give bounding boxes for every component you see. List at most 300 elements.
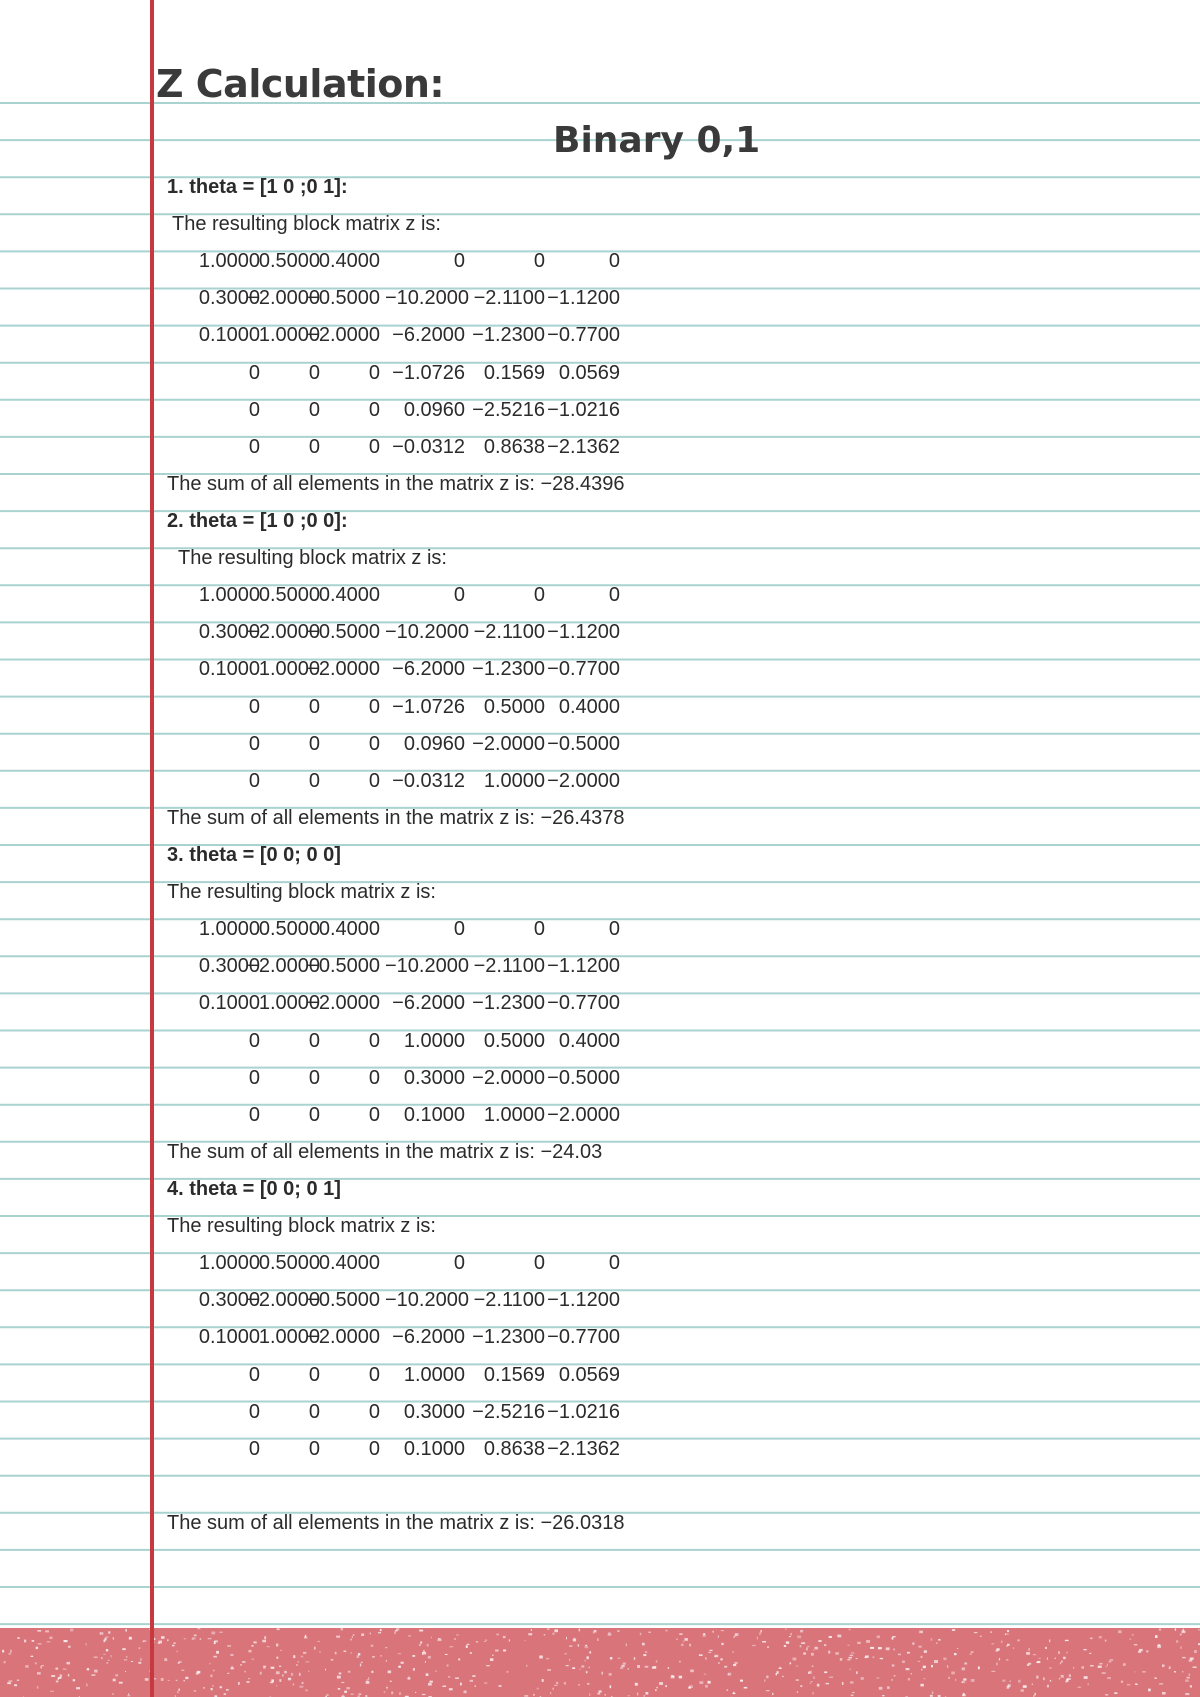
matrix-cell: 0	[608, 1252, 620, 1275]
speckle	[1043, 1677, 1044, 1680]
matrix-cell: −2.1100	[473, 287, 545, 310]
speckle	[547, 1628, 550, 1630]
speckle	[143, 1640, 146, 1642]
speckle	[1027, 1664, 1030, 1665]
speckle	[842, 1682, 844, 1685]
speckle	[919, 1631, 923, 1634]
speckle	[656, 1687, 657, 1689]
sum-label: The sum of all elements in the matrix z is:	[167, 472, 535, 495]
speckle	[184, 1680, 185, 1682]
speckle	[244, 1671, 245, 1673]
speckle	[449, 1646, 453, 1647]
speckle	[458, 1658, 460, 1660]
speckle	[408, 1635, 411, 1636]
speckle	[840, 1658, 842, 1661]
speckle	[887, 1686, 890, 1688]
speckle	[1134, 1671, 1135, 1672]
speckle	[36, 1647, 38, 1649]
speckle	[1039, 1658, 1041, 1659]
speckle	[1099, 1636, 1102, 1638]
speckle	[793, 1658, 797, 1661]
speckle	[100, 1632, 104, 1635]
speckle	[978, 1666, 979, 1668]
speckle	[528, 1633, 532, 1635]
speckle	[728, 1673, 731, 1676]
speckle	[51, 1675, 55, 1677]
speckle	[733, 1664, 736, 1666]
speckle	[484, 1683, 487, 1684]
speckle	[372, 1656, 375, 1658]
speckle	[1105, 1640, 1107, 1642]
speckle	[589, 1667, 590, 1669]
speckle	[341, 1682, 344, 1683]
speckle	[40, 1666, 41, 1668]
matrix-cell: 0	[308, 398, 320, 421]
speckle	[1127, 1684, 1130, 1686]
speckle	[56, 1681, 58, 1682]
matrix-cell: 0	[368, 435, 380, 458]
speckle	[279, 1679, 281, 1682]
matrix-cell: 0	[533, 1252, 545, 1275]
speckle	[279, 1666, 281, 1667]
speckle	[1006, 1645, 1008, 1647]
matrix-cell: 0	[248, 1400, 260, 1423]
speckle	[103, 1654, 106, 1655]
speckle	[111, 1655, 112, 1658]
speckle	[626, 1643, 627, 1646]
speckle	[957, 1648, 958, 1649]
sum-line	[167, 1512, 624, 1535]
speckle	[882, 1695, 884, 1696]
speckle	[856, 1658, 858, 1659]
speckle	[681, 1644, 683, 1646]
speckle	[851, 1652, 854, 1653]
matrix-intro: The resulting block matrix z is:	[172, 213, 441, 236]
speckle	[1033, 1654, 1036, 1655]
speckle	[427, 1644, 429, 1647]
speckle	[951, 1672, 955, 1675]
matrix-cell: 0.5000	[483, 1029, 545, 1052]
speckle	[271, 1667, 275, 1669]
speckle	[740, 1680, 743, 1682]
speckle	[1069, 1674, 1071, 1677]
speckle	[125, 1671, 126, 1672]
speckle	[301, 1656, 304, 1658]
speckle	[291, 1673, 293, 1676]
speckle	[1135, 1684, 1138, 1685]
speckle	[565, 1653, 567, 1654]
speckle	[353, 1635, 355, 1636]
speckle	[1036, 1676, 1038, 1679]
matrix-cell: −2.0000	[307, 658, 380, 681]
speckle	[454, 1638, 456, 1640]
speckle	[1162, 1664, 1165, 1667]
speckle	[645, 1666, 649, 1668]
speckle	[242, 1661, 245, 1663]
speckle	[490, 1658, 493, 1661]
speckle	[704, 1674, 707, 1675]
speckle	[129, 1637, 132, 1639]
speckle	[713, 1631, 714, 1633]
matrix-cell: 0.0569	[558, 361, 620, 384]
speckle	[164, 1658, 167, 1661]
speckle	[339, 1673, 342, 1675]
speckle	[303, 1652, 306, 1654]
speckle	[924, 1650, 927, 1653]
matrix-cell: 0	[453, 918, 465, 941]
matrix-cell: −0.7700	[547, 324, 620, 347]
speckle	[371, 1671, 373, 1672]
speckle	[1189, 1674, 1191, 1676]
speckle	[277, 1629, 280, 1631]
matrix-cell: 0	[368, 1437, 380, 1460]
matrix-cell: −0.7700	[547, 658, 620, 681]
speckle	[676, 1639, 678, 1640]
speckle	[331, 1659, 334, 1661]
speckle	[1055, 1658, 1056, 1659]
speckle	[184, 1638, 186, 1639]
speckle	[893, 1648, 895, 1650]
speckle	[539, 1656, 543, 1659]
speckle	[708, 1652, 711, 1653]
speckle	[801, 1642, 805, 1644]
speckle	[115, 1674, 118, 1676]
matrix-cell: 0.8638	[483, 1437, 545, 1460]
speckle	[429, 1681, 432, 1683]
speckle	[1174, 1671, 1176, 1673]
matrix-cell: 0	[308, 1029, 320, 1052]
matrix-cell: −10.2000	[385, 1289, 469, 1312]
speckle	[722, 1643, 724, 1645]
speckle	[800, 1630, 802, 1631]
speckle	[789, 1636, 791, 1637]
speckle	[938, 1639, 940, 1641]
speckle	[879, 1687, 883, 1690]
speckle	[264, 1636, 266, 1639]
speckle	[1187, 1677, 1190, 1679]
speckle	[445, 1654, 448, 1655]
speckle	[826, 1683, 830, 1684]
margin-line	[150, 0, 154, 1697]
speckle	[262, 1640, 266, 1643]
speckle	[620, 1667, 623, 1669]
speckle	[1034, 1693, 1036, 1696]
sum-value: −28.4396	[534, 472, 625, 495]
speckle	[645, 1651, 647, 1652]
speckle	[212, 1685, 213, 1686]
speckle	[524, 1640, 525, 1641]
speckle	[811, 1653, 814, 1656]
matrix-cell: −2.1362	[547, 1437, 620, 1460]
speckle	[1088, 1683, 1089, 1685]
speckle	[484, 1641, 485, 1642]
matrix-cell: 0	[308, 695, 320, 718]
matrix-cell: 1.0000	[403, 1029, 465, 1052]
speckle	[238, 1682, 240, 1685]
speckle	[14, 1684, 17, 1686]
speckle	[585, 1646, 589, 1648]
matrix-cell: 0.5000	[258, 918, 320, 941]
speckle	[194, 1635, 197, 1637]
speckle	[252, 1659, 255, 1660]
matrix-cell: 0	[453, 1252, 465, 1275]
speckle	[1114, 1692, 1117, 1694]
speckle	[216, 1651, 219, 1654]
matrix-cell: −0.5000	[547, 732, 620, 755]
speckle	[455, 1678, 459, 1679]
speckle	[230, 1654, 233, 1656]
speckle	[428, 1656, 431, 1659]
matrix-cell: 0.1000	[403, 1437, 465, 1460]
matrix-cell: 0.5000	[258, 250, 320, 273]
speckle	[637, 1693, 638, 1696]
speckle	[335, 1652, 337, 1655]
speckle	[288, 1678, 292, 1680]
speckle	[145, 1678, 149, 1681]
speckle	[1146, 1650, 1148, 1652]
speckle	[1032, 1684, 1033, 1685]
speckle	[58, 1677, 61, 1679]
speckle	[350, 1652, 352, 1653]
speckle	[898, 1654, 901, 1656]
speckle	[263, 1666, 266, 1669]
speckle	[573, 1638, 575, 1640]
speckle	[829, 1636, 832, 1638]
matrix-cell: 0	[368, 1363, 380, 1386]
speckle	[337, 1676, 341, 1679]
matrix-cell: 0.3000	[198, 955, 260, 978]
matrix-cell: 1.0000	[258, 658, 320, 681]
speckle	[177, 1651, 178, 1653]
speckle	[850, 1655, 853, 1656]
speckle	[1134, 1644, 1137, 1645]
matrix-cell: 0	[248, 398, 260, 421]
speckle	[524, 1695, 528, 1696]
speckle	[422, 1652, 426, 1655]
speckle	[359, 1694, 362, 1695]
speckle	[1007, 1630, 1009, 1632]
speckle	[41, 1665, 44, 1666]
speckle	[105, 1636, 108, 1638]
matrix-cell: −1.2300	[472, 658, 545, 681]
speckle	[466, 1645, 468, 1648]
matrix-cell: 0	[368, 769, 380, 792]
matrix-cell: −0.0312	[392, 435, 465, 458]
speckle	[385, 1647, 387, 1648]
speckle	[796, 1666, 798, 1667]
speckle	[569, 1659, 570, 1660]
speckle	[177, 1691, 178, 1693]
speckle	[921, 1669, 922, 1671]
speckle	[378, 1632, 381, 1633]
speckle	[192, 1638, 194, 1640]
matrix-cell: −0.0312	[392, 769, 465, 792]
speckle	[1180, 1646, 1181, 1649]
speckle	[1008, 1684, 1011, 1687]
matrix-cell: −10.2000	[385, 621, 469, 644]
speckle	[296, 1664, 298, 1666]
matrix-cell: 0.0960	[403, 398, 465, 421]
speckle	[908, 1678, 910, 1680]
speckle	[1049, 1640, 1050, 1643]
speckle	[299, 1686, 303, 1688]
speckle	[542, 1679, 544, 1682]
matrix-cell: 0	[608, 584, 620, 607]
speckle	[923, 1666, 926, 1668]
speckle	[472, 1675, 475, 1677]
matrix-cell: 0	[248, 1363, 260, 1386]
speckle	[361, 1662, 363, 1663]
speckle	[579, 1629, 581, 1632]
speckle	[267, 1646, 270, 1647]
speckle	[226, 1689, 229, 1691]
speckle	[602, 1672, 603, 1675]
matrix-cell: −1.0216	[547, 398, 620, 421]
speckle	[1005, 1633, 1009, 1634]
speckle	[835, 1652, 839, 1655]
speckle	[251, 1645, 253, 1647]
speckle	[924, 1678, 926, 1679]
speckle	[1175, 1628, 1176, 1630]
sum-line	[167, 807, 624, 830]
speckle	[996, 1650, 998, 1652]
matrix-cell: −6.2000	[392, 1326, 465, 1349]
matrix-cell: 0.1000	[198, 658, 260, 681]
speckle	[1036, 1662, 1038, 1663]
speckle	[386, 1660, 387, 1662]
matrix-cell: −2.5216	[472, 1400, 545, 1423]
speckle	[113, 1637, 114, 1640]
matrix-intro: The resulting block matrix z is:	[167, 1215, 436, 1238]
speckle	[422, 1694, 426, 1695]
case-heading: 4. theta = [0 0; 0 1]	[167, 1178, 341, 1200]
speckle	[352, 1637, 353, 1638]
matrix-cell: −2.0000	[247, 621, 320, 644]
matrix-cell: 0.0960	[403, 732, 465, 755]
speckle	[56, 1668, 59, 1670]
speckle	[381, 1655, 382, 1656]
matrix-cell: −2.0000	[472, 1066, 545, 1089]
matrix-cell: −2.0000	[307, 992, 380, 1015]
speckle	[496, 1634, 499, 1636]
speckle	[597, 1693, 600, 1695]
speckle	[572, 1667, 575, 1669]
speckle	[351, 1694, 354, 1695]
matrix-cell: 0.1569	[483, 1363, 545, 1386]
speckle	[931, 1638, 933, 1641]
speckle	[761, 1630, 762, 1632]
matrix-cell: −0.5000	[307, 621, 380, 644]
speckle	[119, 1682, 123, 1684]
matrix-cell: 0	[608, 918, 620, 941]
speckle	[877, 1636, 880, 1639]
matrix-cell: 0	[308, 1437, 320, 1460]
speckle	[1155, 1635, 1158, 1638]
speckle	[1162, 1692, 1166, 1695]
matrix-cell: 0.3000	[198, 621, 260, 644]
speckle	[390, 1681, 392, 1682]
speckle	[198, 1628, 201, 1629]
matrix-cell: −6.2000	[392, 992, 465, 1015]
matrix-cell: −2.0000	[472, 732, 545, 755]
speckle	[824, 1671, 827, 1673]
speckle	[971, 1652, 974, 1653]
speckle	[710, 1650, 713, 1651]
speckle	[1059, 1678, 1060, 1680]
speckle	[919, 1646, 922, 1648]
matrix-cell: 0	[368, 732, 380, 755]
speckle	[1001, 1641, 1003, 1644]
matrix-cell: 0.1569	[483, 361, 545, 384]
matrix-cell: 0.3000	[403, 1066, 465, 1089]
speckle	[554, 1685, 557, 1686]
speckle	[921, 1656, 923, 1658]
speckle	[1089, 1653, 1091, 1654]
speckle	[1121, 1681, 1123, 1683]
speckle	[358, 1653, 360, 1655]
matrix-cell: 0.3000	[198, 1289, 260, 1312]
speckle	[618, 1658, 621, 1659]
speckle	[990, 1632, 992, 1633]
sum-label: The sum of all elements in the matrix z is:	[167, 806, 535, 829]
speckle	[366, 1695, 368, 1696]
speckle	[870, 1647, 874, 1649]
speckle	[66, 1663, 67, 1664]
speckle	[280, 1650, 281, 1651]
speckle	[384, 1691, 386, 1693]
matrix-cell: 1.0000	[258, 992, 320, 1015]
speckle	[408, 1677, 411, 1679]
speckle	[91, 1674, 95, 1676]
speckle	[878, 1647, 882, 1649]
speckle	[865, 1657, 867, 1659]
speckle	[828, 1651, 830, 1654]
speckle	[1155, 1677, 1157, 1679]
speckle	[247, 1681, 250, 1683]
speckle	[86, 1684, 88, 1687]
matrix-cell: 0	[308, 1363, 320, 1386]
matrix-cell: 0	[248, 769, 260, 792]
matrix-cell: −2.1100	[473, 621, 545, 644]
matrix-cell: 0.4000	[318, 584, 380, 607]
matrix-cell: 0	[308, 1103, 320, 1126]
speckle	[608, 1632, 610, 1633]
speckle	[991, 1643, 994, 1644]
matrix-cell: −1.1200	[547, 621, 620, 644]
speckle	[851, 1694, 854, 1696]
speckle	[420, 1642, 422, 1644]
speckle	[108, 1660, 110, 1661]
matrix-cell: 1.0000	[198, 1252, 260, 1275]
speckle	[124, 1659, 127, 1660]
speckle	[659, 1682, 663, 1685]
matrix-cell: 0	[533, 250, 545, 273]
speckle	[1193, 1667, 1197, 1668]
speckle	[1123, 1663, 1126, 1666]
speckle	[955, 1679, 956, 1681]
matrix-cell: −1.0216	[547, 1400, 620, 1423]
speckle	[1180, 1634, 1182, 1636]
speckle	[569, 1645, 573, 1646]
matrix-intro: The resulting block matrix z is:	[178, 547, 447, 570]
speckle	[668, 1667, 669, 1669]
matrix-cell: 1.0000	[198, 918, 260, 941]
speckle	[214, 1640, 218, 1642]
matrix-cell: 1.0000	[483, 769, 545, 792]
matrix-cell: 0	[308, 435, 320, 458]
matrix-cell: 0.1000	[198, 992, 260, 1015]
speckle	[380, 1629, 382, 1631]
